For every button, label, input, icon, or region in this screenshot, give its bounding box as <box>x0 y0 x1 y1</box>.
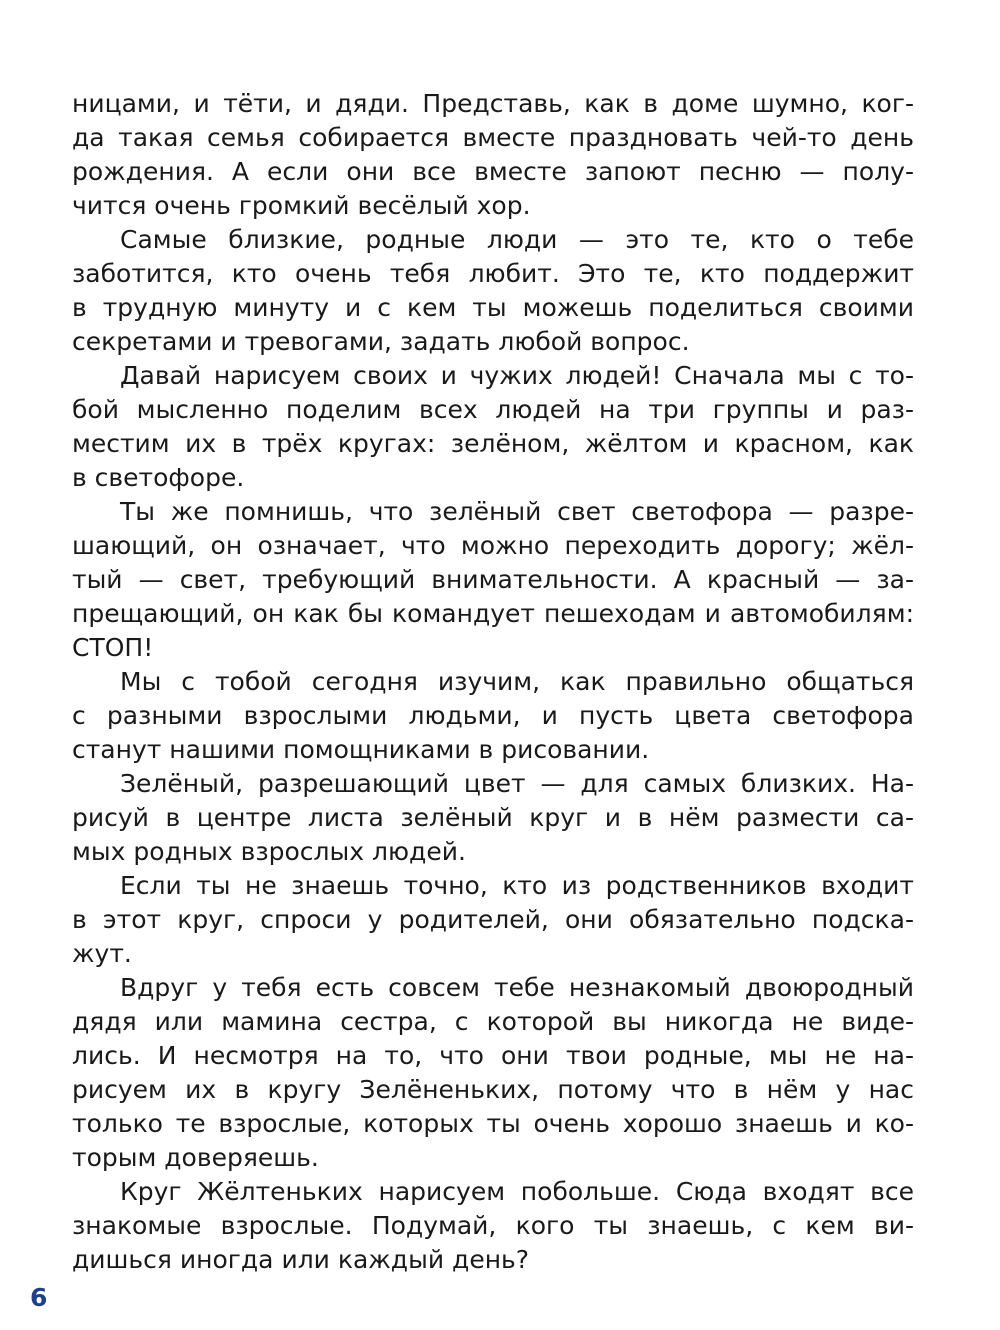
text-line: в светофоре. <box>72 463 245 492</box>
page-number: 6 <box>30 1283 48 1312</box>
text-line: в этот круг, спроси у родителей, они обязательно подска- <box>72 905 914 934</box>
page-body-text <box>72 87 914 1277</box>
text-line: Ты же помнишь, что зелёный свет светофора — разре- <box>120 497 914 526</box>
text-line: ницами, и тёти, и дяди. Представь, как в доме шумно, ког- <box>72 89 914 118</box>
text-line: с разными взрослыми людьми, и пусть цвета светофора <box>72 701 914 730</box>
text-line: СТОП! <box>72 633 154 662</box>
text-line: прещающий, он как бы командует пешеходам и автомобилям: <box>72 599 914 628</box>
text-line: Круг Жёлтеньких нарисуем побольше. Сюда входят все <box>120 1177 914 1206</box>
text-line: жут. <box>72 939 132 968</box>
paragraph <box>72 665 914 767</box>
text-line: лись. И несмотря на то, что они твои родные, мы не на- <box>72 1041 914 1070</box>
text-line: торым доверяешь. <box>72 1143 319 1172</box>
text-line: рисуй в центре листа зелёный круг и в нём размести са- <box>72 803 914 832</box>
text-line: заботится, кто очень тебя любит. Это те, кто поддержит <box>72 259 914 288</box>
text-line: мых родных взрослых людей. <box>72 837 466 866</box>
paragraph <box>72 87 914 223</box>
text-line: дишься иногда или каждый день? <box>72 1245 530 1274</box>
text-line: Если ты не знаешь точно, кто из родственников входит <box>120 871 914 900</box>
text-line: рождения. А если они все вместе запоют песню — полу- <box>72 157 914 186</box>
text-line: бой мысленно поделим всех людей на три группы и раз- <box>72 395 914 424</box>
text-line: да такая семья собирается вместе праздновать чей-то день <box>72 123 914 152</box>
text-line: рисуем их в кругу Зелёненьких, потому что в нём у нас <box>72 1075 914 1104</box>
text-line: станут нашими помощниками в рисовании. <box>72 735 650 764</box>
text-line: Мы с тобой сегодня изучим, как правильно общаться <box>120 667 914 696</box>
text-line: только те взрослые, которых ты очень хорошо знаешь и ко- <box>72 1109 914 1138</box>
paragraph <box>72 1175 914 1277</box>
text-line: местим их в трёх кругах: зелёном, жёлтом и красном, как <box>72 429 914 458</box>
text-line: Самые близкие, родные люди — это те, кто о тебе <box>120 225 914 254</box>
paragraph <box>72 869 914 971</box>
paragraph <box>72 971 914 1175</box>
text-line: в трудную минуту и с кем ты можешь поделиться своими <box>72 293 914 322</box>
paragraph <box>72 223 914 359</box>
text-line: Давай нарисуем своих и чужих людей! Сначала мы с то- <box>120 361 914 390</box>
paragraph <box>72 495 914 665</box>
text-line: Вдруг у тебя есть совсем тебе незнакомый двоюродный <box>120 973 914 1002</box>
text-line: знакомые взрослые. Подумай, кого ты знаешь, с кем ви- <box>72 1211 914 1240</box>
text-line: шающий, он означает, что можно переходить дорогу; жёл- <box>72 531 914 560</box>
text-line: дядя или мамина сестра, с которой вы никогда не виде- <box>72 1007 914 1036</box>
text-line: тый — свет, требующий внимательности. А красный — за- <box>72 565 914 594</box>
text-line: секретами и тревогами, задать любой вопрос. <box>72 327 690 356</box>
text-line: чится очень громкий весёлый хор. <box>72 191 531 220</box>
text-line: Зелёный, разрешающий цвет — для самых близких. На- <box>120 769 914 798</box>
paragraph <box>72 767 914 869</box>
paragraph <box>72 359 914 495</box>
